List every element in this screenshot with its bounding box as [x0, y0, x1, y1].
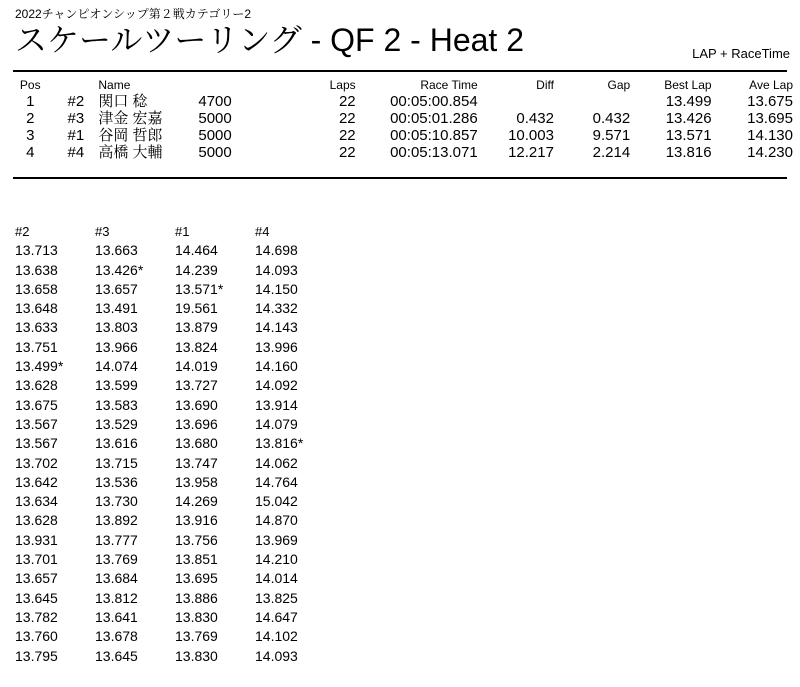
lap-time-cell: 13.583: [95, 396, 138, 413]
lap-time-cell: 13.571*: [175, 280, 224, 297]
lap-row: [15, 434, 335, 453]
lap-time-cell: 13.795: [15, 647, 58, 664]
lap-time-cell: 13.663: [95, 242, 138, 259]
bottom-divider: [13, 177, 787, 179]
car-number-cell: #3: [67, 110, 85, 127]
lap-time-cell: 13.830: [175, 647, 218, 664]
lap-time-cell: 13.830: [175, 608, 218, 625]
driver-id: 5000: [198, 127, 232, 144]
lap-time-cell: 13.628: [15, 512, 58, 529]
lap-row: [15, 299, 335, 318]
lap-time-cell: 13.747: [175, 454, 218, 471]
lap-column-header: #3: [95, 224, 110, 239]
ave-lap-cell: 14.130: [747, 127, 793, 144]
table-row: [15, 127, 793, 144]
col-header-number: [46, 78, 99, 93]
ave-lap-cell: 14.230: [747, 144, 793, 161]
lap-time-cell: 13.701: [15, 551, 58, 568]
lap-time-cell: 13.782: [15, 608, 58, 625]
driver-name-cell: [98, 110, 312, 127]
lap-time-cell: 13.648: [15, 300, 58, 317]
laps-cell: 22: [338, 144, 356, 161]
position-cell: 1: [26, 93, 35, 110]
lap-time-cell: 13.851: [175, 551, 218, 568]
lap-time-cell: 13.499*: [15, 358, 64, 375]
lap-time-cell: 13.760: [15, 628, 58, 645]
table-row: [15, 144, 793, 161]
lap-time-cell: 14.014: [255, 570, 298, 587]
lap-time-cell: 14.210: [255, 551, 298, 568]
best-lap-cell: 13.816: [665, 144, 712, 161]
page-title: スケールツーリング - QF 2 - Heat 2: [15, 22, 525, 58]
lap-time-cell: 13.816*: [255, 435, 304, 452]
position-cell: 3: [26, 127, 35, 144]
lap-time-cell: 13.628: [15, 377, 58, 394]
lap-time-cell: 14.102: [255, 628, 298, 645]
col-header-diff: Diff: [536, 78, 554, 92]
lap-times-grid: [15, 222, 335, 666]
lap-row: [15, 454, 335, 473]
lap-row: [15, 415, 335, 434]
lap-time-cell: 13.996: [255, 338, 298, 355]
driver-name: 谷岡 哲郎: [98, 127, 163, 144]
lap-time-cell: 13.914: [255, 396, 298, 413]
lap-time-cell: 13.657: [15, 570, 58, 587]
lap-row: [15, 492, 335, 511]
driver-name-cell: [98, 93, 312, 110]
lap-time-cell: 13.529: [95, 415, 138, 432]
lap-row: [15, 550, 335, 569]
lap-row: [15, 280, 335, 299]
laps-cell: 22: [338, 127, 356, 144]
lap-column-header: #1: [175, 224, 190, 239]
driver-name-cell: [98, 144, 312, 161]
laps-cell: 22: [338, 93, 356, 110]
lap-time-cell: 13.634: [15, 493, 58, 510]
lap-time-cell: 13.633: [15, 319, 58, 336]
ave-lap-cell: 13.675: [747, 93, 793, 110]
lap-time-cell: 14.062: [255, 454, 298, 471]
lap-time-cell: 13.777: [95, 531, 138, 548]
driver-id: 5000: [198, 110, 232, 127]
lap-times-header-row: [15, 222, 335, 241]
lap-time-cell: 14.764: [255, 473, 298, 490]
lap-time-cell: 13.969: [255, 531, 298, 548]
lap-row: [15, 608, 335, 627]
lap-time-cell: 14.092: [255, 377, 298, 394]
lap-time-cell: 13.824: [175, 338, 218, 355]
ave-lap-cell: 13.695: [747, 110, 793, 127]
driver-id: 4700: [198, 93, 232, 110]
lap-time-cell: 13.638: [15, 261, 58, 278]
lap-time-cell: 13.678: [95, 628, 138, 645]
lap-time-cell: 14.093: [255, 647, 298, 664]
lap-time-cell: 13.727: [175, 377, 218, 394]
report-mode-label: LAP + RaceTime: [692, 46, 790, 61]
lap-row: [15, 241, 335, 260]
lap-column-header: #2: [15, 224, 30, 239]
lap-time-cell: 13.658: [15, 280, 58, 297]
lap-row: [15, 473, 335, 492]
lap-time-cell: 13.886: [175, 589, 218, 606]
lap-row: [15, 569, 335, 588]
lap-time-cell: 13.642: [15, 473, 58, 490]
race-time-cell: 00:05:10.857: [390, 127, 478, 144]
race-time-cell: 00:05:01.286: [390, 110, 478, 127]
driver-name: 高橋 大輔: [98, 144, 163, 161]
top-divider: [13, 70, 787, 72]
lap-time-cell: 14.870: [255, 512, 298, 529]
lap-row: [15, 511, 335, 530]
table-row: [15, 93, 793, 110]
lap-time-cell: 13.616: [95, 435, 138, 452]
driver-name: 津金 宏嘉: [98, 110, 163, 127]
lap-time-cell: 14.647: [255, 608, 298, 625]
lap-time-cell: 14.464: [175, 242, 218, 259]
lap-time-cell: 13.769: [175, 628, 218, 645]
gap-cell: 2.214: [592, 144, 631, 161]
lap-time-cell: 13.825: [255, 589, 298, 606]
driver-name: 関口 稔: [98, 93, 148, 110]
lap-time-cell: 13.657: [95, 280, 138, 297]
position-cell: 2: [26, 110, 35, 127]
best-lap-cell: 13.499: [665, 93, 712, 110]
gap-cell: [554, 93, 630, 110]
lap-time-cell: 13.491: [95, 300, 138, 317]
lap-row: [15, 376, 335, 395]
col-header-ave-lap: Ave Lap: [749, 78, 793, 92]
lap-time-cell: 13.879: [175, 319, 218, 336]
lap-time-cell: 13.803: [95, 319, 138, 336]
driver-name-cell: [98, 127, 312, 144]
lap-time-cell: 13.641: [95, 608, 138, 625]
lap-time-cell: 13.715: [95, 454, 138, 471]
col-header-race-time: Race Time: [420, 78, 478, 92]
lap-time-cell: 13.812: [95, 589, 138, 606]
lap-time-cell: 13.916: [175, 512, 218, 529]
results-table: [15, 78, 793, 161]
results-header-row: [15, 78, 793, 93]
lap-time-cell: 14.074: [95, 358, 138, 375]
race-time-cell: 00:05:00.854: [390, 93, 478, 110]
col-header-laps: Laps: [329, 78, 356, 92]
diff-cell: 12.217: [508, 144, 554, 161]
lap-row: [15, 338, 335, 357]
lap-time-cell: 13.567: [15, 435, 58, 452]
lap-time-cell: 13.599: [95, 377, 138, 394]
lap-time-cell: 13.680: [175, 435, 218, 452]
lap-time-cell: 13.730: [95, 493, 138, 510]
lap-time-cell: 13.690: [175, 396, 218, 413]
diff-cell: [478, 93, 554, 110]
lap-time-cell: 14.698: [255, 242, 298, 259]
lap-time-cell: 14.150: [255, 280, 298, 297]
lap-time-cell: 13.675: [15, 396, 58, 413]
lap-time-cell: 14.332: [255, 300, 298, 317]
lap-row: [15, 318, 335, 337]
car-number-cell: #4: [67, 144, 85, 161]
lap-time-cell: 13.958: [175, 473, 218, 490]
lap-time-cell: 13.645: [95, 647, 138, 664]
lap-time-cell: 13.713: [15, 242, 58, 259]
lap-time-cell: 14.019: [175, 358, 218, 375]
race-time-cell: 00:05:13.071: [390, 144, 478, 161]
lap-row: [15, 589, 335, 608]
results-body: [15, 93, 793, 161]
lap-time-cell: 19.561: [175, 300, 218, 317]
lap-time-cell: 13.696: [175, 415, 218, 432]
lap-row: [15, 627, 335, 646]
lap-row: [15, 357, 335, 376]
lap-time-cell: 14.093: [255, 261, 298, 278]
col-header-gap: Gap: [607, 78, 631, 92]
table-row: [15, 110, 793, 127]
lap-time-cell: 13.702: [15, 454, 58, 471]
lap-time-cell: 14.269: [175, 493, 218, 510]
driver-id: 5000: [198, 144, 232, 161]
lap-time-cell: 13.751: [15, 338, 58, 355]
lap-time-cell: 13.695: [175, 570, 218, 587]
diff-cell: 0.432: [516, 110, 554, 127]
lap-time-cell: 13.756: [175, 531, 218, 548]
col-header-pos: Pos: [19, 78, 41, 92]
lap-time-cell: 13.426*: [95, 261, 144, 278]
gap-cell: 9.571: [592, 127, 631, 144]
lap-column-header: #4: [255, 224, 270, 239]
event-subtitle: 2022チャンピオンシップ第２戦カテゴリー2: [15, 7, 251, 21]
car-number-cell: #1: [67, 127, 85, 144]
diff-cell: 10.003: [508, 127, 554, 144]
lap-row: [15, 396, 335, 415]
col-header-best-lap: Best Lap: [664, 78, 712, 92]
laps-cell: 22: [338, 110, 356, 127]
lap-time-cell: 13.769: [95, 551, 138, 568]
lap-time-cell: 13.567: [15, 415, 58, 432]
lap-time-cell: 13.645: [15, 589, 58, 606]
lap-time-cell: 14.160: [255, 358, 298, 375]
gap-cell: 0.432: [592, 110, 631, 127]
lap-time-cell: 14.239: [175, 261, 218, 278]
lap-time-cell: 13.684: [95, 570, 138, 587]
position-cell: 4: [26, 144, 35, 161]
lap-row: [15, 531, 335, 550]
car-number-cell: #2: [67, 93, 85, 110]
lap-time-cell: 14.143: [255, 319, 298, 336]
lap-time-cell: 13.892: [95, 512, 138, 529]
best-lap-cell: 13.426: [665, 110, 712, 127]
lap-row: [15, 261, 335, 280]
col-header-name: Name: [98, 78, 131, 92]
lap-time-cell: 15.042: [255, 493, 298, 510]
lap-row: [15, 647, 335, 666]
lap-time-cell: 14.079: [255, 415, 298, 432]
lap-time-cell: 13.966: [95, 338, 138, 355]
best-lap-cell: 13.571: [665, 127, 712, 144]
lap-time-cell: 13.931: [15, 531, 58, 548]
lap-time-cell: 13.536: [95, 473, 138, 490]
